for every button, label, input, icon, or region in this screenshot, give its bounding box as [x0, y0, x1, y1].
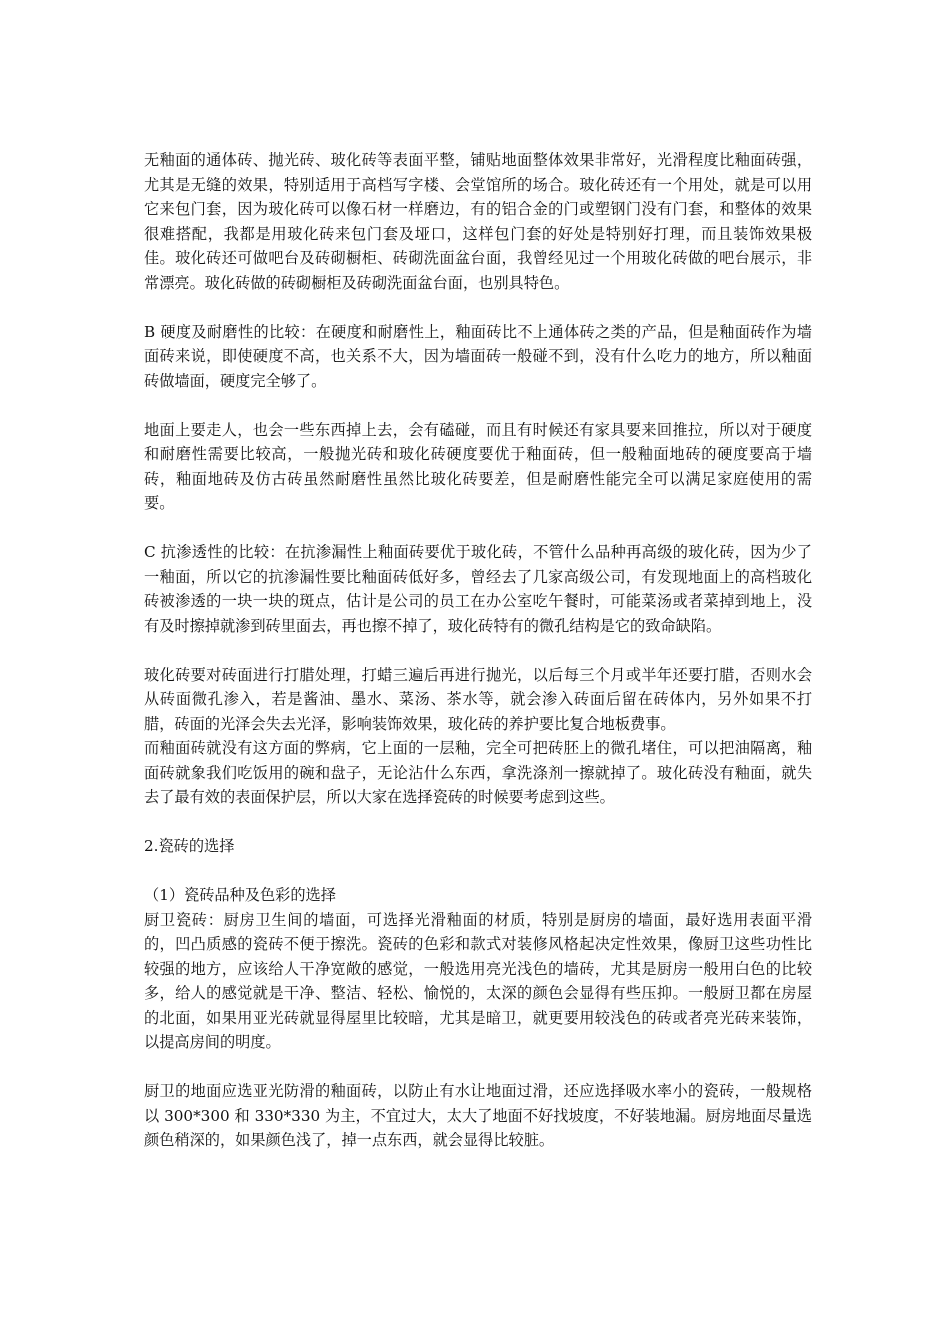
section-heading-tile-selection: 2.瓷砖的选择 [144, 837, 235, 855]
paragraph-unglazed-tiles: 无釉面的通体砖、抛光砖、玻化砖等表面平整，铺贴地面整体效果非常好，光滑程度比釉面砖强，尤其是无缝的效果，特别适用于高档写字楼、会堂馆所的场合。玻化砖还有一个用处，就是可以用它来包门套，因为玻化砖可以像石材一样磨边，有的铝合金的门或塑钢门没有门套，和整体的效果很难搭配，我都是用玻化砖来包门套及垭口，这样包门套的好处是特别好打理，而且装饰效果极佳。玻化砖还可做吧台及砖砌橱柜、砖砌洗面盆台面，我曾经见过一个用玻化砖做的吧台展示，非常漂亮。玻化砖做的砖砌橱柜及砖砌洗面盆台面，也别具特色。 [144, 151, 812, 292]
paragraph-waxing-maintenance: 玻化砖要对砖面进行打腊处理，打蜡三遍后再进行抛光，以后每三个月或半年还要打腊，否则水会从砖面微孔渗入，若是酱油、墨水、菜汤、茶水等，就会渗入砖面后留在砖体内，另外如果不打腊，砖面的光泽会失去光泽，影响装饰效果，玻化砖的养护要比复合地板费事。 [144, 665, 812, 733]
subsection-heading-variety-color: （1）瓷砖品种及色彩的选择 [144, 886, 336, 904]
document-page [144, 148, 812, 1177]
paragraph-kitchen-bath-floor-tiles: 厨卫的地面应选亚光防滑的釉面砖，以防止有水让地面过滑，还应选择吸水率小的瓷砖，一般规格以 300*300 和 330*330 为主，不宜过大，太大了地面不好找坡度，不好装地漏。厨房地面尽量选颜色稍深的，如果颜色浅了，掉一点东西，就会显得比较脏。 [144, 1082, 812, 1149]
paragraph-permeability-comparison: C 抗渗透性的比较：在抗渗漏性上釉面砖要优于玻化砖，不管什么品种再高级的玻化砖，因为少了一釉面，所以它的抗渗漏性要比釉面砖低好多，曾经去了几家高级公司，有发现地面上的高档玻化砖被渗透的一块一块的斑点，估计是公司的员工在办公室吃午餐时，可能菜汤或者菜掉到地上，没有及时擦掉就渗到砖里面去，再也擦不掉了，玻化砖特有的微孔结构是它的致命缺陷。 [144, 543, 812, 635]
paragraph-kitchen-bath-wall-tiles: 厨卫瓷砖：厨房卫生间的墙面，可选择光滑釉面的材质，特别是厨房的墙面，最好选用表面平滑的，凹凸质感的瓷砖不便于擦洗。瓷砖的色彩和款式对装修风格起决定性效果，像厨卫这些功性比较强的地方，应该给人干净宽敞的感觉，一般选用亮光浅色的墙砖，尤其是厨房一般用白色的比较多，给人的感觉就是干净、整洁、轻松、愉悦的，太深的颜色会显得有些压抑。一般厨卫都在房屋的北面，如果用亚光砖就显得屋里比较暗，尤其是暗卫，就更要用较浅色的砖或者亮光砖来装饰，以提高房间的明度。 [144, 910, 812, 1051]
paragraph-glazed-advantage: 而釉面砖就没有这方面的弊病，它上面的一层釉，完全可把砖胚上的微孔堵住，可以把油隔离，釉面砖就象我们吃饭用的碗和盘子，无论沾什么东西，拿洗涤剂一擦就掉了。玻化砖没有釉面，就失去了最有效的表面保护层，所以大家在选择瓷砖的时候要考虑到这些。 [144, 739, 812, 806]
paragraph-hardness-comparison: B 硬度及耐磨性的比较：在硬度和耐磨性上，釉面砖比不上通体砖之类的产品，但是釉面砖作为墙面砖来说，即使硬度不高，也关系不大，因为墙面砖一般碰不到，没有什么吃力的地方，所以釉面砖做墙面，硬度完全够了。 [144, 322, 812, 390]
paragraph-floor-hardness: 地面上要走人，也会一些东西掉上去，会有磕碰，而且有时候还有家具要来回推拉，所以对于硬度和耐磨性需要比较高，一般抛光砖和玻化砖硬度要优于釉面砖，但一般釉面地砖的硬度要高于墙砖，釉面地砖及仿古砖虽然耐磨性虽然比玻化砖要差，但是耐磨性能完全可以满足家庭使用的需要。 [144, 420, 812, 512]
